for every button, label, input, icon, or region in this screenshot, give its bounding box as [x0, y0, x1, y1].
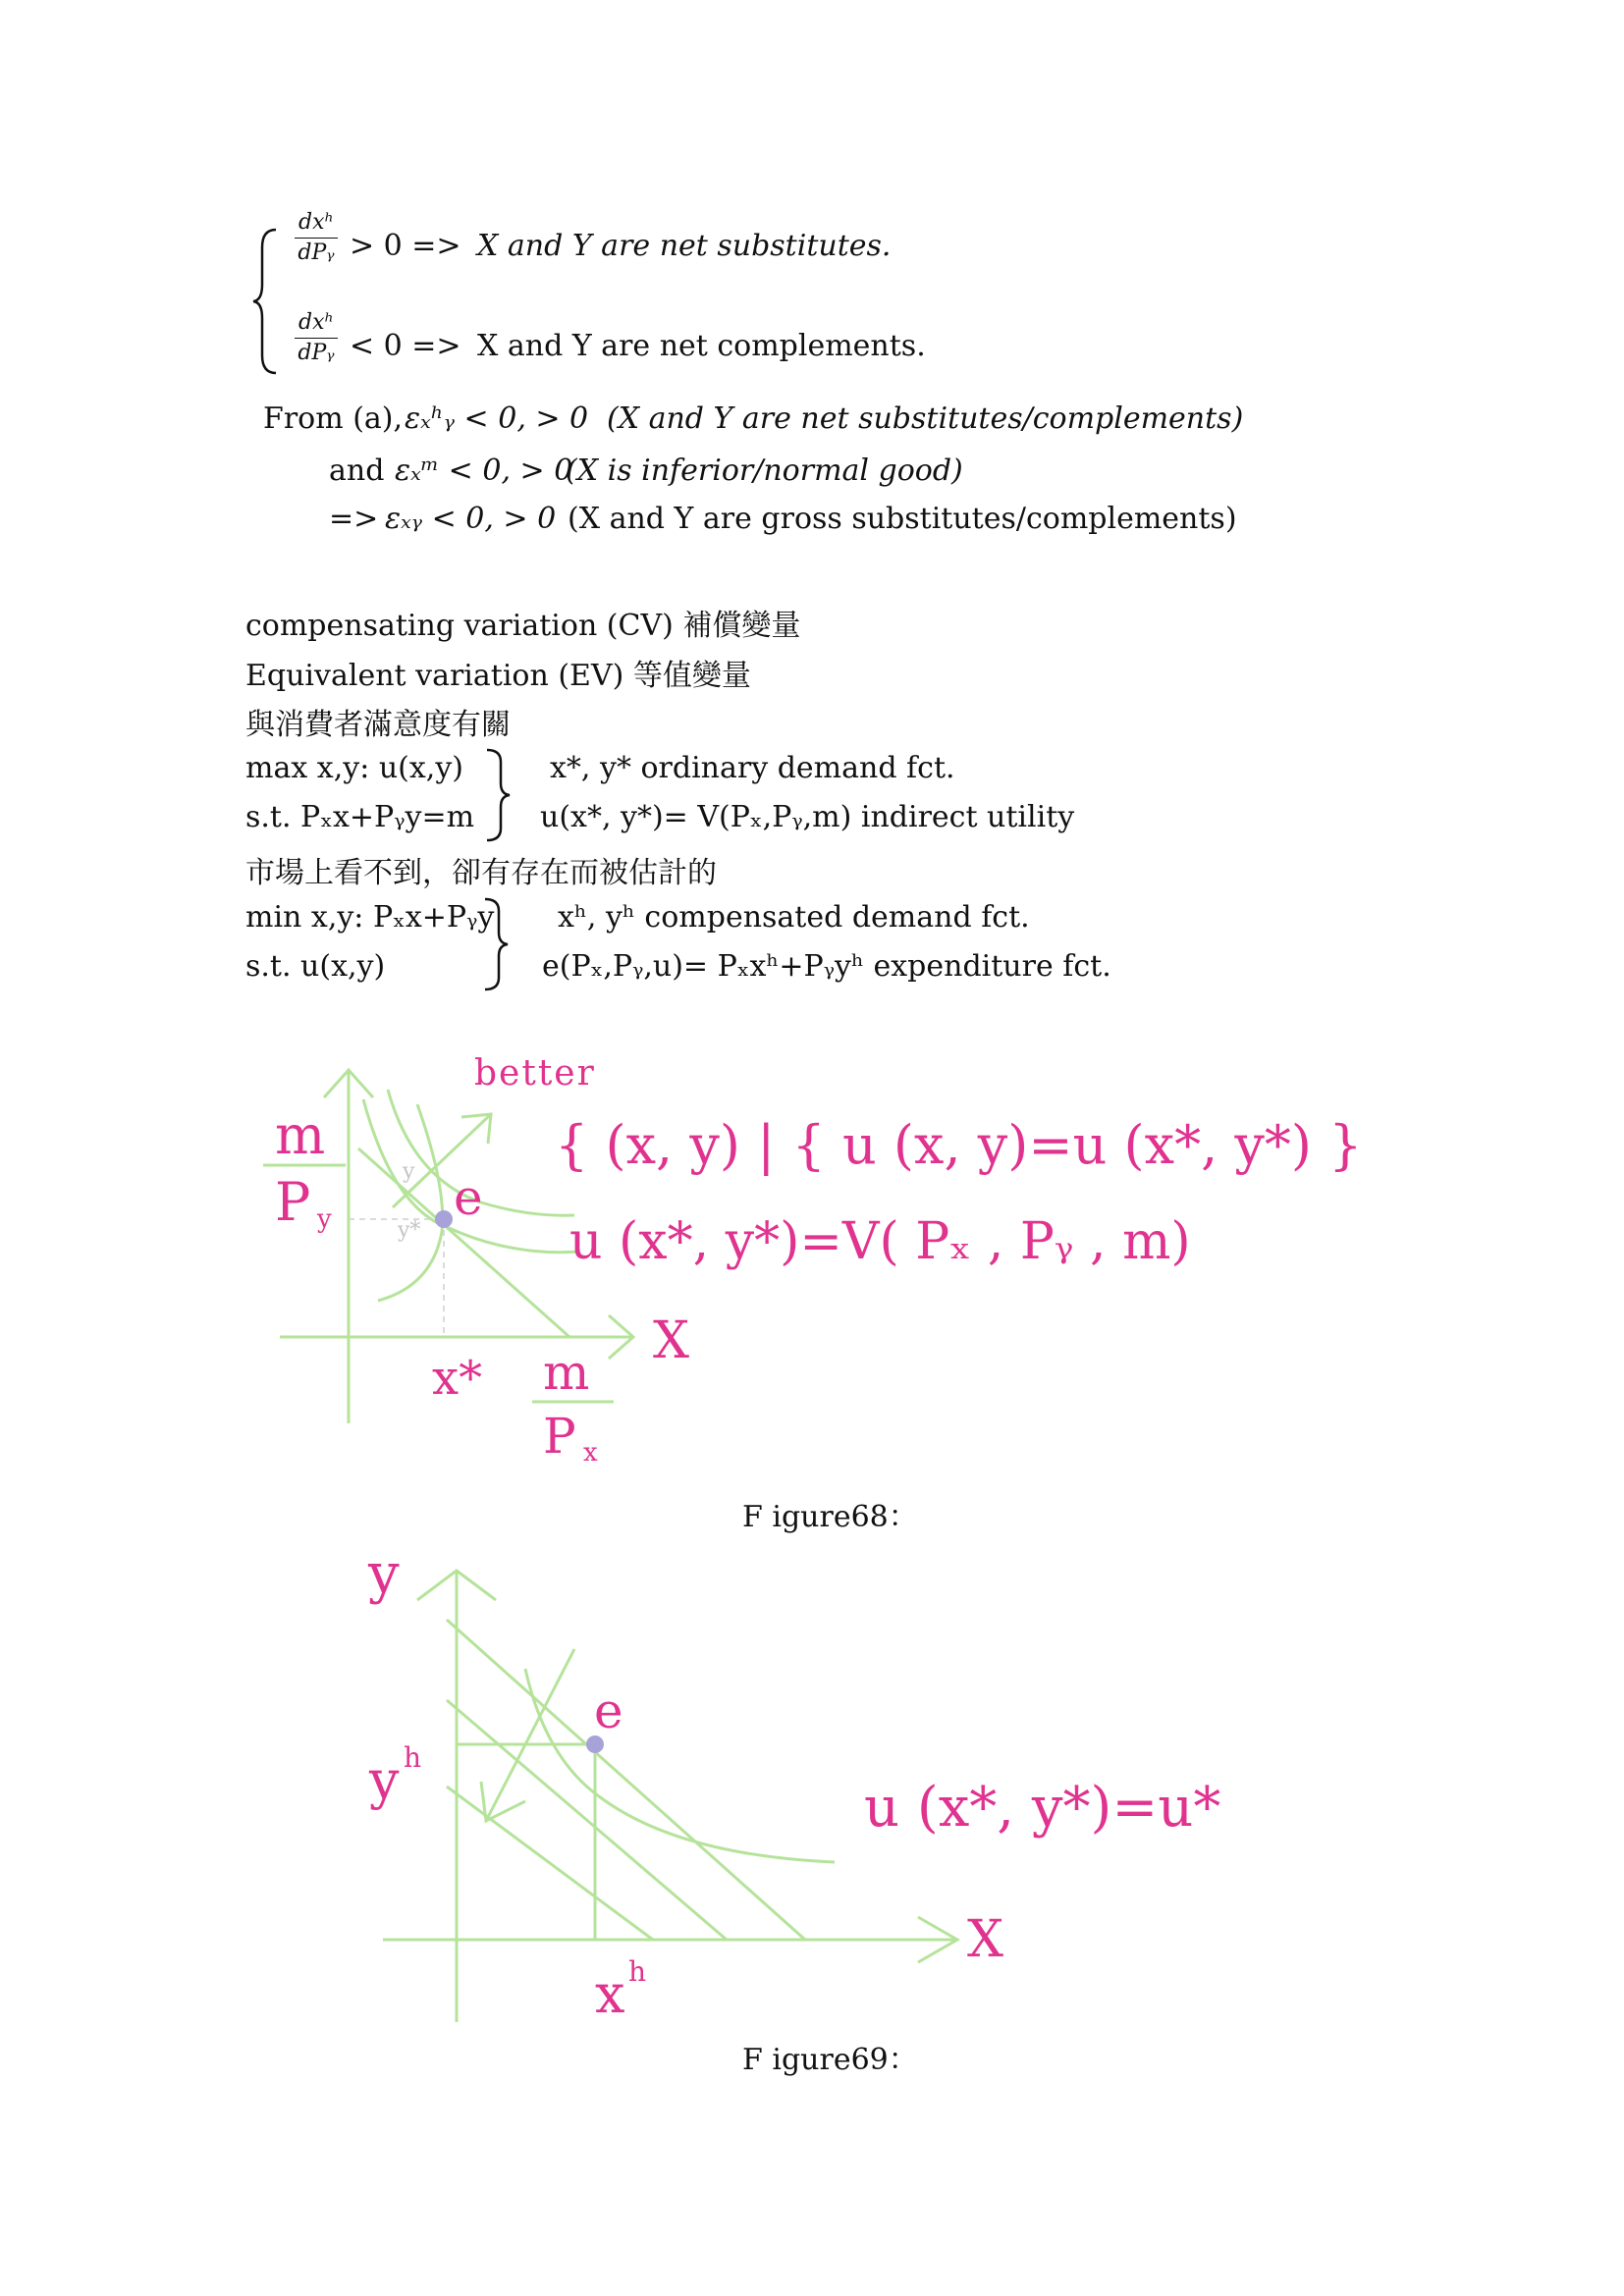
min-objective: min x,y: Pₓx+Pᵧy: [245, 900, 495, 934]
relation-greater: > 0 =>: [350, 229, 461, 263]
fig68-m-top: m: [275, 1104, 326, 1166]
fig68-set-label: { (x, y) | { u (x, y)=u (x*, y*) }: [555, 1114, 1363, 1176]
fig68-e-label: e: [454, 1169, 483, 1226]
fig69-utility-label: u (x*, y*)=u*: [864, 1776, 1221, 1840]
budget-constraint: s.t. Pₓx+Pᵧy=m: [245, 800, 475, 834]
fig68-x-axis-label: X: [653, 1311, 690, 1370]
fig68-py-subscript: y: [317, 1204, 332, 1234]
left-brace: [250, 228, 280, 375]
fig68-py-label: P: [275, 1171, 311, 1233]
fig69-e-label: e: [594, 1682, 623, 1739]
figure-68: [0, 1041, 1624, 1492]
satisfaction-note: 與消費者滿意度有關: [245, 708, 511, 742]
fig68-equilibrium-point: [435, 1210, 453, 1228]
ordinary-demand: x*, y* ordinary demand fct.: [550, 751, 955, 785]
fig69-budget-line-1: [447, 1620, 805, 1940]
dxh-dpy-fraction-1: dxʰ dPᵧ: [295, 210, 338, 266]
market-note: 市場上看不到，卻有存在而被估計的: [245, 856, 717, 890]
right-brace-2: [481, 897, 511, 991]
elasticity-xy: εₓᵧ < 0, > 0: [385, 502, 557, 536]
fig68-y-small: y: [403, 1159, 415, 1184]
indirect-utility: u(x*, y*)= V(Pₓ,Pᵧ,m) indirect utility: [540, 800, 1075, 834]
ev-term: Equivalent variation (EV) 等值變量: [245, 659, 751, 693]
fig69-budget-line-3: [447, 1787, 653, 1940]
relation-less: < 0 =>: [350, 329, 461, 363]
fig69-yh-superscript: h: [404, 1741, 422, 1774]
fig68-indirect-utility-label: u (x*, y*)=V( Pₓ , Pᵧ , m): [569, 1212, 1191, 1271]
fig68-xstar-label: x*: [432, 1351, 483, 1406]
fig69-y-axis-label: y: [368, 1542, 400, 1606]
elasticity-xhy: εₓʰᵧ < 0, > 0: [405, 401, 589, 436]
fig68-ystar-small: y*: [398, 1218, 421, 1243]
fig68-px-subscript: x: [583, 1438, 598, 1468]
elasticity-xm: εₓᵐ < 0, > 0: [395, 454, 573, 488]
utility-constraint: s.t. u(x,y): [245, 949, 386, 984]
fig68-better-label: better: [474, 1053, 596, 1094]
implies-label: =>: [329, 502, 379, 536]
fig69-xh-superscript: h: [628, 1955, 647, 1988]
max-objective: max x,y: u(x,y): [245, 751, 463, 785]
fig68-m-bottom: m: [543, 1344, 590, 1401]
fig69-indifference-curve: [525, 1669, 835, 1862]
net-complements-text: X and Y are net complements.: [477, 329, 926, 363]
figure-69-caption: F igure69：: [742, 2043, 918, 2077]
figure-69: [0, 1531, 1624, 2042]
expenditure-function: e(Pₓ,Pᵧ,u)= Pₓxʰ+Pᵧyʰ expenditure fct.: [542, 949, 1111, 984]
fig69-xh-label: x: [595, 1963, 625, 2025]
cv-term: compensating variation (CV) 補償變量: [245, 609, 801, 643]
net-subs-comp-paren: (X and Y are net substitutes/complements): [607, 401, 1244, 436]
dxh-dpy-fraction-2: dxʰ dPᵧ: [295, 310, 338, 366]
fig69-shift-arrow: [486, 1649, 574, 1821]
figure-68-caption: F igure68：: [742, 1500, 918, 1534]
right-brace-1: [483, 748, 513, 842]
and-label: and: [329, 454, 385, 488]
fig69-x-axis-label: X: [967, 1910, 1004, 1969]
from-a-label: From (a),: [263, 401, 404, 436]
gross-subs-comp-paren: (X and Y are gross substitutes/complements): [568, 502, 1237, 536]
net-substitutes-text: X and Y are net substitutes.: [477, 229, 892, 263]
compensated-demand: xʰ, yʰ compensated demand fct.: [558, 900, 1030, 934]
fig69-yh-label: y: [369, 1749, 400, 1811]
fig68-px-label: P: [543, 1408, 576, 1465]
inferior-normal-paren: (X is inferior/normal good): [566, 454, 963, 488]
